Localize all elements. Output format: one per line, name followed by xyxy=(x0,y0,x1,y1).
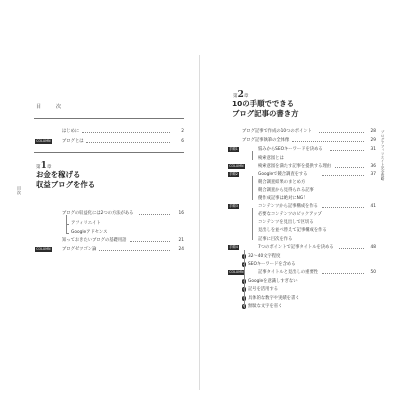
step-number-badge: 3 xyxy=(243,279,246,284)
step-number-badge: 4 xyxy=(243,287,246,292)
toc-leader xyxy=(330,150,364,151)
toc-entry-title: 知っておきたいブログの基礎用語 xyxy=(62,238,127,243)
toc-entry-title: 悩みからSEOキーワードを決める xyxy=(258,147,323,152)
toc-entry-title: ブログゼツゴン論 xyxy=(62,247,97,252)
toc-page-number: 36 xyxy=(370,164,376,169)
step-number-badge: 6 xyxy=(243,304,246,309)
toc-page-number: 29 xyxy=(370,138,376,143)
toc-page-number: 16 xyxy=(178,211,184,216)
subentry-hook xyxy=(66,224,69,225)
toc-entry-title: ブログ記事で作成の10つのポイント xyxy=(242,129,312,134)
toc-subentry-title: 見出しを並べ替えて記事構成を作る xyxy=(258,228,327,233)
step-number-badge: 1 xyxy=(243,254,246,259)
toc-entry-title: 記号を活用する xyxy=(248,287,279,292)
toc-page-number: 41 xyxy=(370,204,376,209)
chapter2-title-line2: ブログ記事の書き方 xyxy=(232,109,299,118)
toc-heading-rule xyxy=(34,118,184,119)
subentry-hook xyxy=(66,233,69,234)
toc-page-number: 28 xyxy=(370,129,376,134)
toc-page-number: 24 xyxy=(178,247,184,252)
toc-page-number: 6 xyxy=(181,139,184,144)
toc-leader xyxy=(99,250,170,251)
column-badge: COLUMN xyxy=(36,247,51,252)
chapter1-rule xyxy=(34,152,184,153)
chapter1-number: 第1章 xyxy=(36,161,52,171)
toc-entry-title: Googleで競合調査をする xyxy=(258,172,308,177)
toc-subentry-title: 優作成記事は絶対にNG！ xyxy=(258,196,308,201)
toc-page-number: 2 xyxy=(181,129,184,134)
book-spine-gutter xyxy=(199,55,200,390)
step-badge: 手順1 xyxy=(229,147,238,152)
chapter2-title-line1: 10の手順でできる xyxy=(232,99,295,108)
toc-subentry-title: 必要なコンテンツのピックアップ xyxy=(258,212,322,217)
toc-entry-title: ブログの収益化には2つの方法がある xyxy=(62,211,134,216)
toc-leader xyxy=(139,214,170,215)
column-badge: COLUMN xyxy=(36,139,51,144)
toc-page-number: 48 xyxy=(370,245,376,250)
step-number-badge: 5 xyxy=(243,296,246,301)
step-badge: 手順3 xyxy=(229,204,238,209)
toc-entry-title: Googleアドセンス xyxy=(71,230,108,235)
toc-subentry-title: 検索意図とは xyxy=(258,156,284,161)
column-badge: COLUMN xyxy=(229,270,244,275)
column-badge: COLUMN xyxy=(229,164,244,169)
toc-leader xyxy=(86,142,170,143)
toc-page-number: 31 xyxy=(370,147,376,152)
toc-leader xyxy=(322,207,364,208)
toc-entry-title: Googleを意識しすぎない xyxy=(248,279,298,284)
toc-leader xyxy=(335,167,364,168)
step-number-badge: 2 xyxy=(243,262,246,267)
toc-subentry-title: 競合調査から見得られる記事 xyxy=(258,188,314,193)
chapter2-number: 第2章 xyxy=(233,90,249,100)
toc-entry-title: 検索意図を満たす記事を提供する理由 xyxy=(258,164,332,169)
toc-leader xyxy=(339,248,364,249)
toc-subentry-title: 競合調査結果のまとめ方 xyxy=(258,180,306,185)
subentry-bracket xyxy=(244,250,245,308)
toc-leader xyxy=(130,241,170,242)
toc-leader xyxy=(322,273,364,274)
subentry-bracket xyxy=(252,151,253,160)
toc-heading: 目 次 xyxy=(36,104,67,110)
side-label-toc: 目次 xyxy=(17,186,22,195)
toc-entry-title: コンテンツから記事構成を作る xyxy=(258,204,318,209)
toc-leader xyxy=(322,175,364,176)
toc-page-number: 50 xyxy=(370,270,376,275)
toc-entry-title: 32～40文字程度 xyxy=(248,254,281,259)
toc-page-number: 37 xyxy=(370,172,376,177)
toc-entry-title: 具体的な数字や実績を書く xyxy=(248,296,300,301)
toc-entry-title: 無駄な文字を省く xyxy=(248,304,283,309)
step-badge: 手順2 xyxy=(229,172,238,177)
chapter1-title-line1: お金を稼げる xyxy=(36,170,81,179)
subentry-bracket xyxy=(252,208,253,240)
step-badge: 手順4 xyxy=(229,245,238,250)
toc-page-number: 21 xyxy=(178,238,184,243)
toc-leader xyxy=(82,132,170,133)
toc-entry-title: アフィリエイト xyxy=(71,221,101,226)
toc-subentry-title: コンテンツを見出しで区切る xyxy=(258,220,314,225)
toc-entry-title: 記事タイトルと見出しの重要性 xyxy=(258,270,319,275)
toc-leader xyxy=(292,141,364,142)
toc-leader xyxy=(319,132,364,133)
toc-entry-title: ブログとは xyxy=(62,139,84,144)
subentry-bracket xyxy=(252,176,253,200)
chapter1-title-line2: 収益ブログを作る xyxy=(36,180,96,189)
toc-entry-title: ブログ記事執筆の全体像 xyxy=(242,138,290,143)
book-side-tab: ブログアフィリエイト完全攻略 xyxy=(381,130,385,181)
toc-entry-title: 7つのポイントで記事タイトルを決める xyxy=(258,245,334,250)
toc-subentry-title: 記事に目次を作る xyxy=(258,237,293,242)
toc-entry-title: はじめに xyxy=(62,129,80,134)
toc-entry-title: SEOキーワードを含める xyxy=(248,262,296,267)
